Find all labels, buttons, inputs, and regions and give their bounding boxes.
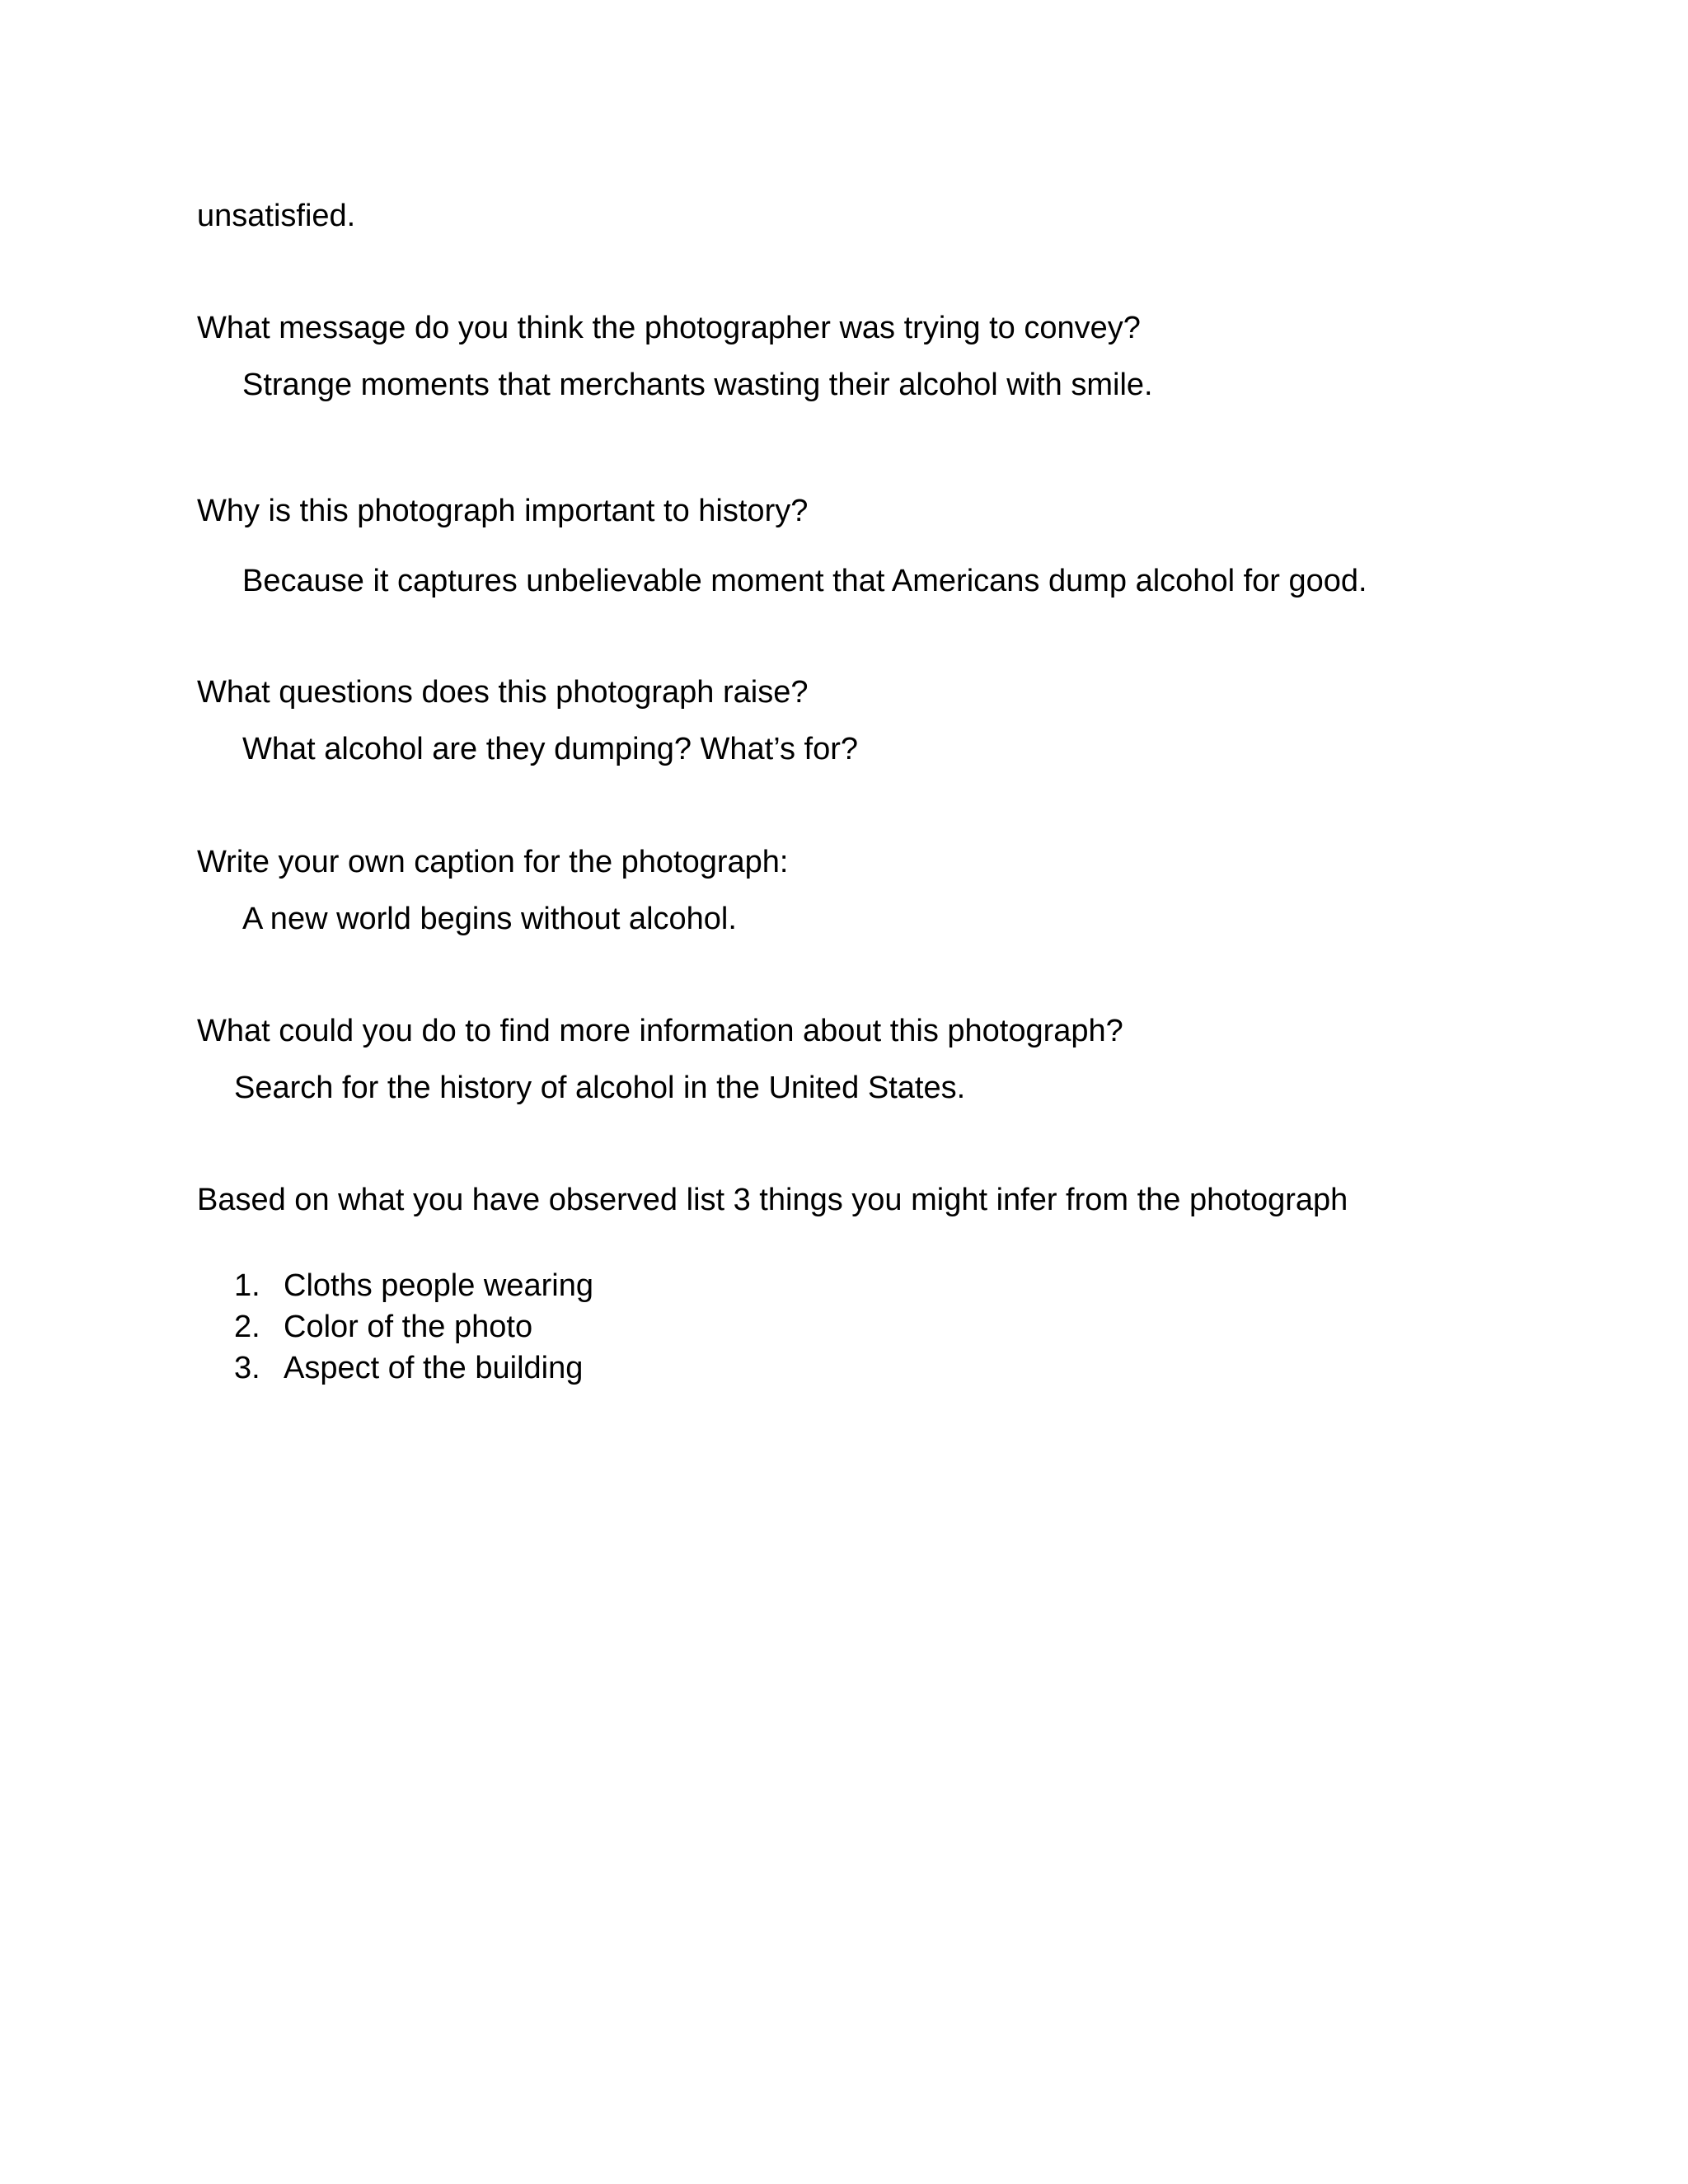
list-item-text: Color of the photo	[284, 1310, 533, 1344]
question-caption: Write your own caption for the photograph:	[197, 845, 789, 879]
inference-prompt: Based on what you have observed list 3 things you might infer from the photograph	[197, 1183, 1348, 1217]
list-item-text: Cloths people wearing	[284, 1268, 594, 1303]
answer-more-info: Search for the history of alcohol in the United States.	[234, 1071, 966, 1105]
question-more-info: What could you do to find more information about this photograph?	[197, 1014, 1123, 1048]
list-item	[234, 1309, 593, 1350]
list-item	[234, 1350, 593, 1391]
list-item-number: 1.	[234, 1268, 260, 1303]
list-item-number: 2.	[234, 1310, 260, 1344]
inference-list	[234, 1268, 593, 1391]
question-message: What message do you think the photographer was trying to convey?	[197, 311, 1141, 345]
question-raised: What questions does this photograph raise?	[197, 675, 809, 710]
answer-raised: What alcohol are they dumping? What’s for?	[242, 732, 859, 766]
answer-importance: Because it captures unbelievable moment that Americans dump alcohol for good.	[242, 564, 1367, 598]
answer-message: Strange moments that merchants wasting their alcohol with smile.	[242, 368, 1153, 402]
list-item-number: 3.	[234, 1351, 260, 1385]
list-item-text: Aspect of the building	[284, 1351, 584, 1385]
answer-caption: A new world begins without alcohol.	[242, 902, 737, 936]
continuation-text: unsatisfied.	[197, 199, 356, 233]
list-item	[234, 1268, 593, 1309]
question-importance: Why is this photograph important to history?	[197, 494, 809, 528]
